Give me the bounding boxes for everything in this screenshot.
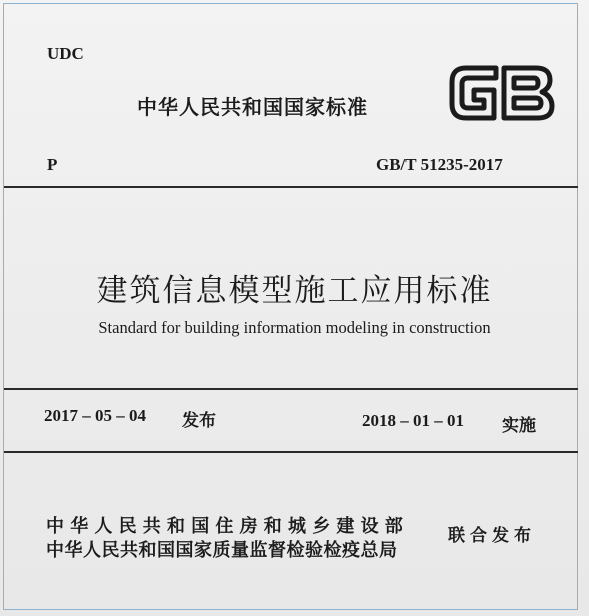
chinese-title: 建筑信息模型施工应用标准: [96, 273, 493, 309]
gb-logo-icon: [448, 62, 556, 124]
joint-publish-label: 联合发布: [448, 526, 536, 546]
english-title: Standard for building information modeling in construction: [98, 318, 491, 337]
implementation-date: 2018 – 01 – 01: [362, 411, 464, 430]
divider-dates-top: [4, 388, 578, 390]
issue-date: 2017 – 05 – 04: [44, 406, 146, 425]
standard-number: GB/T 51235-2017: [376, 155, 503, 174]
divider-dates-bottom: [4, 451, 578, 453]
publisher-aqsiq: 中华人民共和国国家质量监督检验检疫总局: [46, 540, 398, 561]
category-code: P: [47, 155, 58, 174]
publisher-ministry: 中华人民共和国住房和城乡建设部: [46, 516, 409, 537]
implementation-label: 实施: [502, 416, 536, 436]
issue-label: 发布: [182, 411, 216, 431]
national-standard-heading: 中华人民共和国国家标准: [137, 95, 368, 119]
udc-label: UDC: [47, 44, 84, 63]
divider-top: [4, 186, 578, 188]
